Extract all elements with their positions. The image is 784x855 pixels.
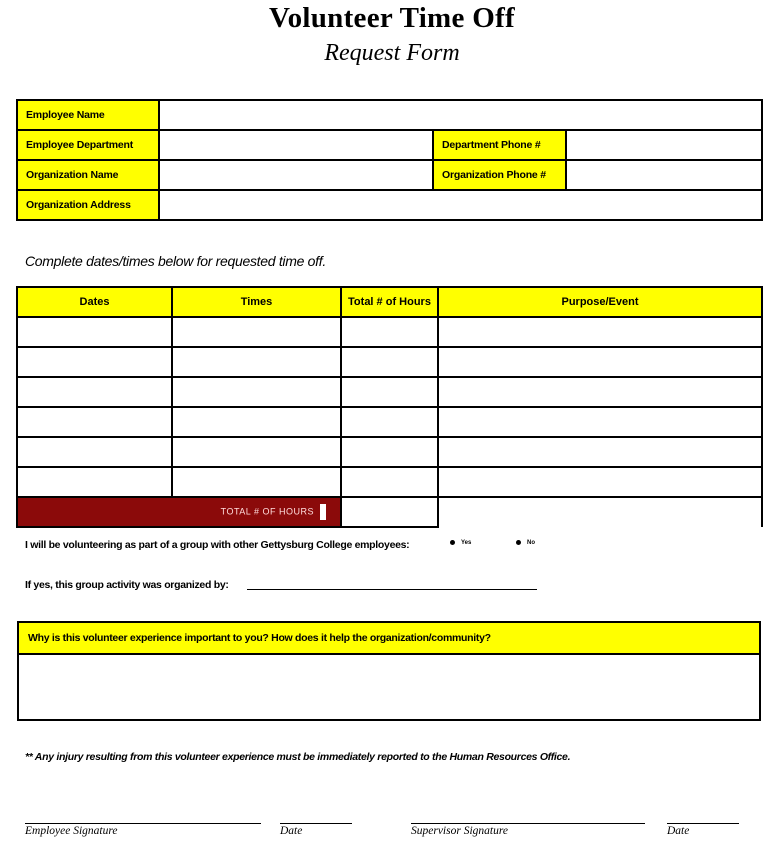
total-marker [320, 504, 326, 520]
form-title: Volunteer Time Off [269, 2, 515, 34]
purpose-cell[interactable] [438, 467, 762, 497]
employee-department-label: Employee Department [17, 130, 159, 160]
date-label-2: Date [667, 825, 690, 837]
table-row [17, 407, 762, 437]
times-cell[interactable] [172, 317, 341, 347]
hours-cell[interactable] [341, 347, 438, 377]
why-important-question: Why is this volunteer experience important to you? How does it help the organization/community? [19, 623, 759, 655]
date-line-2[interactable] [667, 823, 739, 824]
employee-signature-label: Employee Signature [25, 825, 118, 837]
organization-address-label: Organization Address [17, 190, 159, 220]
purpose-cell[interactable] [438, 407, 762, 437]
times-cell[interactable] [172, 377, 341, 407]
hours-table [16, 286, 763, 528]
total-hours-label [17, 497, 341, 527]
column-header: Dates [17, 287, 172, 317]
dates-cell[interactable] [17, 377, 172, 407]
dates-cell[interactable] [17, 467, 172, 497]
organization-name-field[interactable] [159, 160, 433, 190]
organization-name-label: Organization Name [17, 160, 159, 190]
employee-info-table [16, 99, 763, 221]
date-line-1[interactable] [280, 823, 352, 824]
why-important-field[interactable] [19, 655, 759, 719]
table-row [17, 347, 762, 377]
times-cell[interactable] [172, 437, 341, 467]
column-header: Purpose/Event [438, 287, 762, 317]
department-phone-label: Department Phone # [433, 130, 566, 160]
department-phone-field[interactable] [566, 130, 762, 160]
employee-name-field[interactable] [159, 100, 762, 130]
organized-by-field[interactable] [247, 589, 537, 590]
yes-option[interactable]: Yes [450, 540, 471, 546]
dates-cell[interactable] [17, 407, 172, 437]
date-label-1: Date [280, 825, 303, 837]
organization-phone-field[interactable] [566, 160, 762, 190]
group-question: I will be volunteering as part of a group with other Gettysburg College employees: [25, 539, 410, 551]
table-row [17, 377, 762, 407]
hours-cell[interactable] [341, 437, 438, 467]
times-cell[interactable] [172, 407, 341, 437]
employee-department-field[interactable] [159, 130, 433, 160]
employee-name-label: Employee Name [17, 100, 159, 130]
purpose-cell[interactable] [438, 437, 762, 467]
times-cell[interactable] [172, 467, 341, 497]
organized-by-label: If yes, this group activity was organized by: [25, 579, 229, 591]
purpose-cell[interactable] [438, 377, 762, 407]
form-subtitle: Request Form [324, 40, 460, 66]
hours-cell[interactable] [341, 317, 438, 347]
organization-phone-label: Organization Phone # [433, 160, 566, 190]
empty-cell [438, 497, 762, 527]
dates-cell[interactable] [17, 347, 172, 377]
column-header: Times [172, 287, 341, 317]
total-hours-text: TOTAL # OF HOURS [220, 506, 314, 517]
dates-cell[interactable] [17, 317, 172, 347]
organization-address-field[interactable] [159, 190, 762, 220]
column-header: Total # of Hours [341, 287, 438, 317]
employee-signature-line[interactable] [25, 823, 261, 824]
total-hours-field[interactable] [341, 497, 438, 527]
table-row [17, 467, 762, 497]
supervisor-signature-label: Supervisor Signature [411, 825, 508, 837]
no-option[interactable]: No [516, 540, 535, 546]
table-row [17, 437, 762, 467]
hours-cell[interactable] [341, 407, 438, 437]
why-important-box [17, 621, 761, 721]
purpose-cell[interactable] [438, 317, 762, 347]
times-cell[interactable] [172, 347, 341, 377]
hours-cell[interactable] [341, 467, 438, 497]
purpose-cell[interactable] [438, 347, 762, 377]
hours-cell[interactable] [341, 377, 438, 407]
instruction-text: Complete dates/times below for requested time off. [25, 253, 326, 269]
injury-note: ** Any injury resulting from this volunteer experience must be immediately reported to the Human Resources Office. [25, 751, 571, 763]
dates-cell[interactable] [17, 437, 172, 467]
yes-radio-icon[interactable] [450, 540, 455, 545]
total-row [17, 497, 762, 527]
no-radio-icon[interactable] [516, 540, 521, 545]
supervisor-signature-line[interactable] [411, 823, 645, 824]
hours-table-header [17, 287, 762, 317]
table-row [17, 317, 762, 347]
